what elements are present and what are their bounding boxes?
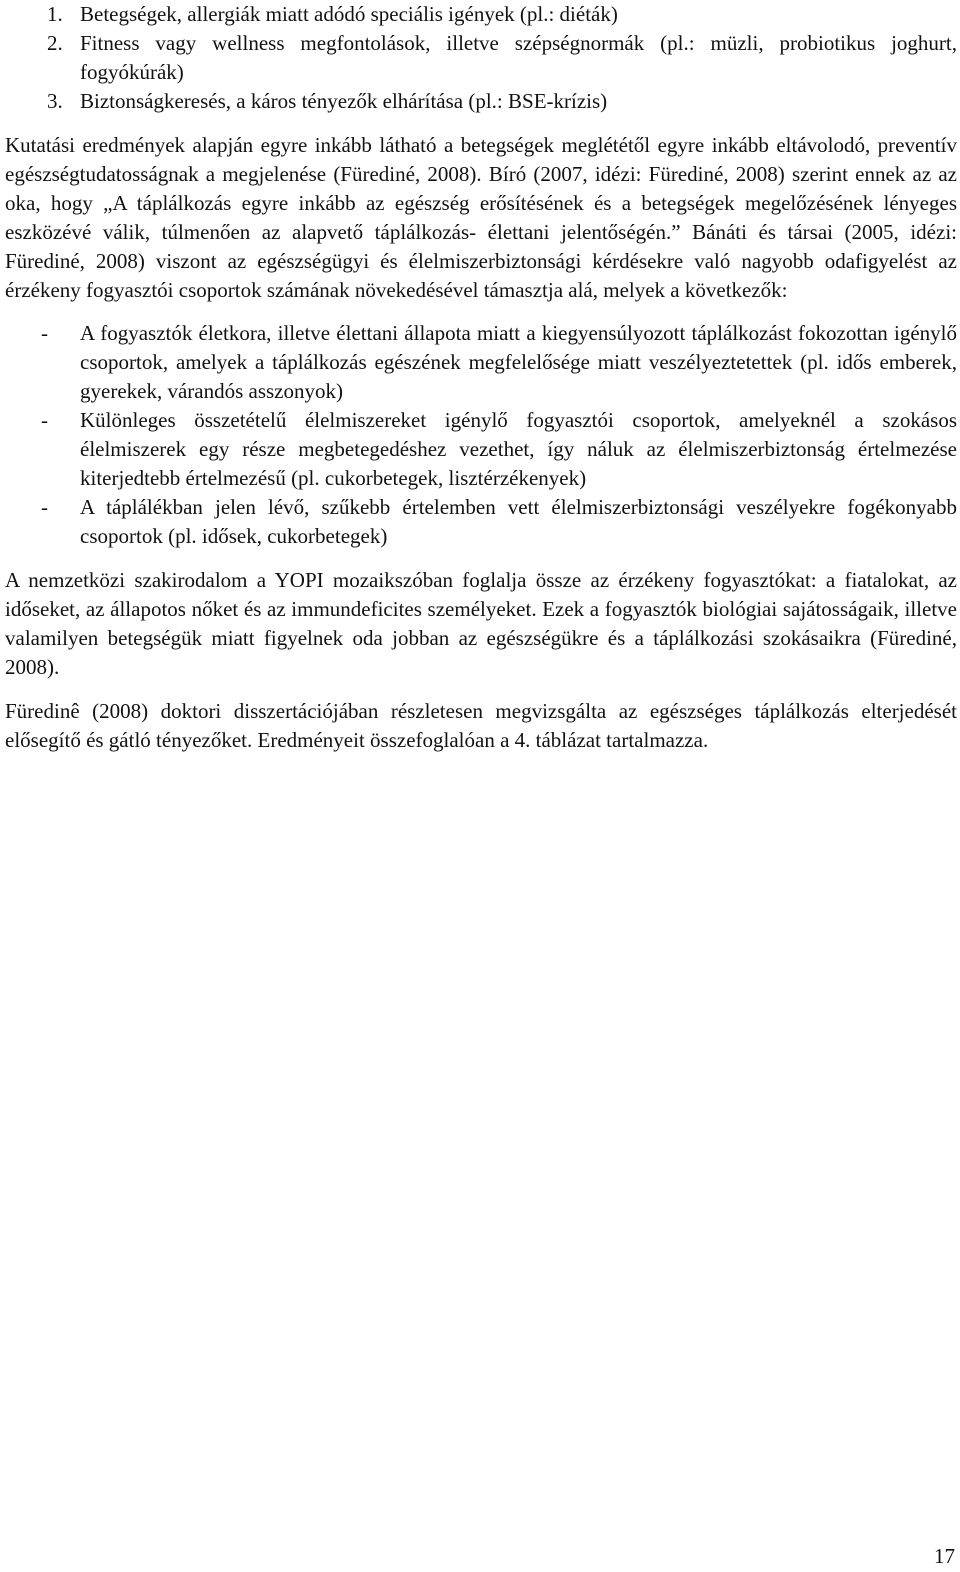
list-item	[5, 493, 957, 551]
list-number: 3.	[47, 89, 63, 113]
list-item	[5, 319, 957, 406]
numbered-list	[5, 0, 957, 116]
list-dash: -	[41, 408, 48, 432]
list-number: 1.	[47, 2, 63, 26]
list-item-text: Fitness vagy wellness megfontolások, illetve szépségnormák (pl.: müzli, probiotikus joghurt, fogyókúrák)	[80, 31, 957, 84]
dash-list	[5, 319, 957, 551]
list-item-text: A fogyasztók életkora, illetve élettani állapota miatt a kiegyensúlyozott táplálkozást fokozottan igénylő csoportok, amelyek a táplálkozás egészének megfelelősége miatt veszélyeztetettek (pl. idős emberek, gyerekek, várandós asszonyok)	[80, 321, 957, 403]
paragraph-sensitive-consumers: Kutatási eredmények alapján egyre inkább látható a betegségek meglététől egyre inkább eltávolodó, preventív egészségtudatosságnak a megjelenése (Fürediné, 2008). Bíró (2007, idézi: Fürediné, 2008) szerint ennek az az oka, hogy „A táplálkozás egyre inkább az egészség erősítésének és a betegségek megelőzésének lényeges eszközévé válik, túlmenően az alapvető táplálkozás- élettani jelentőségén.” Bánáti és társai (2005, idézi: Fürediné, 2008) viszont az egészségügyi és élelmiszerbiztonsági kérdésekre való nagyobb odafigyelést az érzékeny fogyasztói csoportok számának növekedésével támasztja alá, melyek a következők:	[5, 133, 957, 302]
list-item	[5, 87, 957, 116]
list-item	[5, 0, 957, 29]
page-number: 17	[934, 1544, 955, 1568]
list-item-text: Különleges összetételű élelmiszereket igénylő fogyasztói csoportok, amelyeknél a szokásos élelmiszerek egy része megbetegedéshez vezethet, így náluk az élelmiszerbiztonság értelmezése kiterjedtebb értelmezésű (pl. cukorbetegek, lisztérzékenyek)	[80, 408, 957, 490]
page-content	[5, 0, 957, 755]
list-item-text: A táplálékban jelen lévő, szűkebb értelemben vett élelmiszerbiztonsági veszélyekre fogékonyabb csoportok (pl. idősek, cukorbetegek)	[80, 495, 957, 548]
list-item-text: Betegségek, allergiák miatt adódó speciális igények (pl.: diéták)	[80, 2, 618, 26]
list-item	[5, 406, 957, 493]
paragraph-yopi: A nemzetközi szakirodalom a YOPI mozaikszóban foglalja össze az érzékeny fogyasztókat: a fiatalokat, az időseket, az állapotos nőket és az immundeficites személyeket. Ezek a fogyasztók biológiai sajátosságaik, illetve valamilyen betegségük miatt figyelnek oda jobban az egészségükre és a táplálkozási szokásaikra (Fürediné, 2008).	[5, 568, 957, 679]
list-item-text: Biztonságkeresés, a káros tényezők elhárítása (pl.: BSE-krízis)	[80, 89, 608, 113]
list-dash: -	[41, 495, 48, 519]
list-number: 2.	[47, 31, 63, 55]
paragraph-dissertation: Füredinê (2008) doktori disszertációjában részletesen megvizsgálta az egészséges táplálkozás elterjedését elősegítő és gátló tényezőket. Eredményeit összefoglalóan a 4. táblázat tartalmazza.	[5, 699, 957, 752]
list-item	[5, 29, 957, 87]
list-dash: -	[41, 321, 48, 345]
